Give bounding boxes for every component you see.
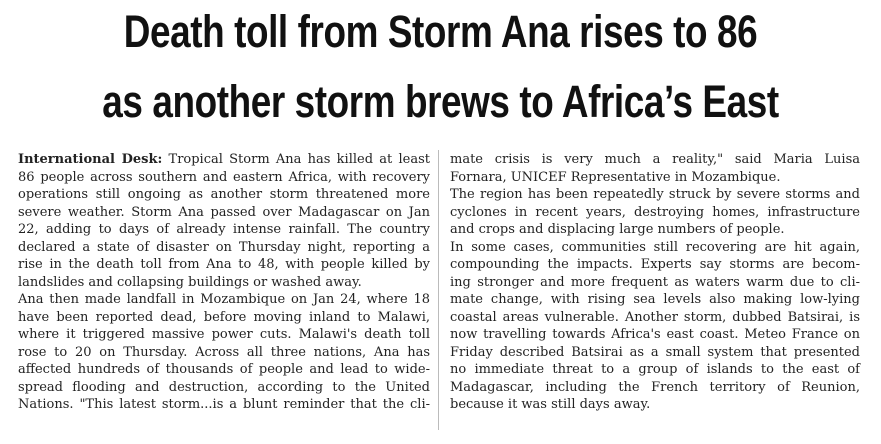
article-line: affected hundreds of thousands of people and lead to wide- <box>18 362 430 377</box>
article-line: where it triggered massive power cuts. Malawi's death toll <box>18 327 430 342</box>
article-line: now travelling towards Africa's east coast. Meteo France on <box>450 327 860 342</box>
article-line: mate change, with rising sea levels also making low-lying <box>450 292 860 307</box>
article-line: Fornara, UNICEF Representative in Mozambique. <box>450 169 781 185</box>
headline-line-2: as another storm brews to Africa’s East <box>102 76 779 127</box>
article-line: rose to 20 on Thursday. Across all three nations, Ana has <box>18 344 430 360</box>
article-line: ing stronger and more frequent as waters warm due to cli- <box>450 274 860 290</box>
article-line: 22, adding to days of already intense rainfall. The country <box>18 222 430 237</box>
article-line: 86 people across southern and eastern Africa, with recovery <box>18 169 430 185</box>
headline-line-1: Death toll from Storm Ana rises to 86 <box>123 6 758 57</box>
dateline: International Desk: <box>18 152 163 167</box>
article-line: spread flooding and destruction, according to the United <box>18 379 430 395</box>
article-line: Friday described Batsirai as a small system that presented <box>450 344 860 360</box>
article-line: Ana then made landfall in Mozambique on Jan 24, where 18 <box>18 292 430 307</box>
article-line: The region has been repeatedly struck by severe storms and <box>450 187 860 202</box>
article-line: coastal areas vulnerable. Another storm, dubbed Batsirai, is <box>450 309 860 325</box>
article-line <box>18 151 430 169</box>
article-line: mate crisis is very much a reality," said Maria Luisa <box>450 152 860 167</box>
article-line: cyclones in recent years, destroying homes, infrastructure <box>450 204 860 220</box>
article-line: landslides and collapsing buildings or washed away. <box>18 274 362 290</box>
article-line: severe weather. Storm Ana passed over Madagascar on Jan <box>18 204 430 220</box>
article-line: and crops and displacing large numbers of people. <box>450 222 785 237</box>
article-line: because it was still days away. <box>450 397 651 412</box>
article-line: Madagascar, including the French territory of Reunion, <box>450 379 860 395</box>
article-line: no immediate threat to a group of islands to the east of <box>450 362 860 377</box>
column-divider <box>438 150 439 430</box>
article-line: Nations. "This latest storm...is a blunt reminder that the cli- <box>18 397 430 412</box>
article-column-left <box>18 151 430 414</box>
article-line: In some cases, communities still recovering are hit again, <box>450 239 860 255</box>
article-line: declared a state of disaster on Thursday night, reporting a <box>18 239 430 255</box>
article-line: have been reported dead, before moving inland to Malawi, <box>18 309 430 325</box>
article-column-right <box>450 151 860 414</box>
article-line: compounding the impacts. Experts say storms are becom- <box>450 257 860 272</box>
article-line-text: Tropical Storm Ana has killed at least <box>162 152 431 167</box>
article-line: rise in the death toll from Ana to 48, with people killed by <box>18 257 430 272</box>
article-line: operations still ongoing as another storm threatened more <box>18 187 430 202</box>
